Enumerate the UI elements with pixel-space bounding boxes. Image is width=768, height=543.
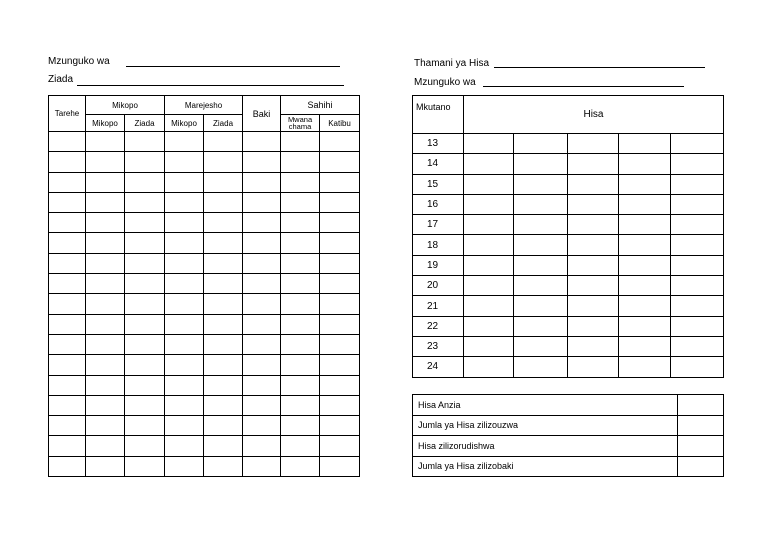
sahihi-group-header: Sahihi [281, 96, 360, 115]
share-cell[interactable] [619, 296, 671, 316]
thamani-input-line[interactable] [494, 67, 705, 68]
ledger-cell[interactable] [243, 456, 281, 476]
share-cell[interactable] [671, 276, 724, 296]
summary-row [413, 456, 724, 477]
ledger-cell[interactable] [204, 233, 243, 253]
meeting-row [413, 336, 724, 356]
ledger-table [48, 95, 360, 477]
share-cell[interactable] [619, 134, 671, 154]
ledger-cell[interactable] [165, 294, 204, 314]
ledger-cell[interactable] [281, 395, 320, 415]
ledger-cell[interactable] [281, 456, 320, 476]
ledger-cell[interactable] [49, 416, 86, 436]
share-cell[interactable] [514, 134, 568, 154]
ledger-cell[interactable] [320, 233, 360, 253]
share-cell[interactable] [671, 316, 724, 336]
ledger-row [49, 213, 360, 233]
ziada-input-line[interactable] [77, 85, 344, 86]
baki-header: Baki [243, 96, 281, 132]
ledger-cell[interactable] [243, 375, 281, 395]
ledger-row [49, 334, 360, 354]
ledger-cell[interactable] [86, 132, 125, 152]
ledger-cell[interactable] [125, 132, 165, 152]
ledger-cell[interactable] [86, 436, 125, 456]
ledger-cell[interactable] [320, 436, 360, 456]
ledger-cell[interactable] [86, 233, 125, 253]
ziada-label: Ziada [48, 74, 74, 85]
ledger-cell[interactable] [49, 253, 86, 273]
share-cell[interactable] [514, 154, 568, 174]
ledger-cell[interactable] [281, 314, 320, 334]
meeting-number: 23 [413, 336, 464, 356]
share-cell[interactable] [619, 235, 671, 255]
meeting-row [413, 316, 724, 336]
meeting-number: 18 [413, 235, 464, 255]
share-cell[interactable] [671, 357, 724, 377]
ledger-body [49, 132, 360, 477]
ledger-cell[interactable] [86, 456, 125, 476]
share-cell[interactable] [671, 134, 724, 154]
ledger-cell[interactable] [320, 253, 360, 273]
share-cell[interactable] [619, 194, 671, 214]
summary-value-cell[interactable] [678, 415, 724, 436]
ledger-cell[interactable] [86, 314, 125, 334]
ledger-cell[interactable] [49, 395, 86, 415]
share-cell[interactable] [568, 194, 619, 214]
ledger-cell[interactable] [281, 253, 320, 273]
ledger-row [49, 436, 360, 456]
share-cell[interactable] [671, 235, 724, 255]
mzunguko-label: Mzunguko wa [48, 56, 110, 67]
summary-value-cell[interactable] [678, 436, 724, 457]
marejesho-mikopo-header: Mikopo [165, 115, 204, 132]
share-cell[interactable] [568, 316, 619, 336]
ledger-cell[interactable] [125, 213, 165, 233]
right-mzunguko-input-line[interactable] [483, 86, 684, 87]
ledger-cell[interactable] [243, 274, 281, 294]
mkutano-header: Mkutano [413, 96, 464, 134]
ledger-cell[interactable] [281, 132, 320, 152]
ledger-cell[interactable] [204, 395, 243, 415]
share-cell[interactable] [671, 174, 724, 194]
ledger-cell[interactable] [86, 294, 125, 314]
ledger-cell[interactable] [243, 294, 281, 314]
ledger-cell[interactable] [86, 395, 125, 415]
share-cell[interactable] [464, 316, 514, 336]
hisa-header: Hisa [464, 96, 724, 134]
summary-label: Jumla ya Hisa zilizouzwa [413, 415, 678, 436]
share-cell[interactable] [568, 357, 619, 377]
meeting-row [413, 276, 724, 296]
meeting-row [413, 296, 724, 316]
ledger-cell[interactable] [281, 416, 320, 436]
shares-body [413, 134, 724, 378]
ledger-row [49, 233, 360, 253]
meeting-row [413, 235, 724, 255]
ledger-cell[interactable] [165, 192, 204, 212]
meeting-row [413, 215, 724, 235]
ledger-cell[interactable] [320, 375, 360, 395]
share-cell[interactable] [514, 357, 568, 377]
ledger-row [49, 456, 360, 476]
share-cell[interactable] [464, 215, 514, 235]
share-cell[interactable] [568, 255, 619, 275]
ledger-cell[interactable] [165, 132, 204, 152]
meeting-number: 16 [413, 194, 464, 214]
ledger-cell[interactable] [281, 355, 320, 375]
ledger-cell[interactable] [204, 274, 243, 294]
share-cell[interactable] [568, 154, 619, 174]
ledger-cell[interactable] [165, 172, 204, 192]
ledger-cell[interactable] [86, 274, 125, 294]
meeting-number: 19 [413, 255, 464, 275]
share-cell[interactable] [514, 235, 568, 255]
ledger-cell[interactable] [281, 436, 320, 456]
summary-label: Hisa Anzia [413, 395, 678, 416]
mikopo-ziada-header: Ziada [125, 115, 165, 132]
ledger-cell[interactable] [281, 152, 320, 172]
ledger-row [49, 294, 360, 314]
ledger-cell[interactable] [243, 192, 281, 212]
share-cell[interactable] [619, 174, 671, 194]
ledger-cell[interactable] [204, 436, 243, 456]
share-cell[interactable] [464, 154, 514, 174]
share-cell[interactable] [671, 336, 724, 356]
ledger-cell[interactable] [243, 253, 281, 273]
share-cell[interactable] [671, 194, 724, 214]
summary-value-cell[interactable] [678, 395, 724, 416]
share-cell[interactable] [464, 296, 514, 316]
summary-label: Jumla ya Hisa zilizobaki [413, 456, 678, 477]
share-cell[interactable] [619, 154, 671, 174]
ledger-row [49, 355, 360, 375]
ledger-cell[interactable] [204, 213, 243, 233]
ledger-cell[interactable] [243, 172, 281, 192]
meeting-row [413, 357, 724, 377]
share-cell[interactable] [619, 336, 671, 356]
ledger-cell[interactable] [165, 395, 204, 415]
share-cell[interactable] [568, 174, 619, 194]
share-cell[interactable] [568, 276, 619, 296]
share-cell[interactable] [619, 215, 671, 235]
ledger-cell[interactable] [165, 253, 204, 273]
ledger-cell[interactable] [125, 294, 165, 314]
ledger-cell[interactable] [49, 294, 86, 314]
ledger-cell[interactable] [125, 334, 165, 354]
share-cell[interactable] [514, 336, 568, 356]
meeting-number: 22 [413, 316, 464, 336]
ledger-cell[interactable] [86, 416, 125, 436]
share-cell[interactable] [671, 255, 724, 275]
ledger-cell[interactable] [320, 334, 360, 354]
share-cell[interactable] [514, 276, 568, 296]
ledger-cell[interactable] [320, 213, 360, 233]
ledger-cell[interactable] [165, 274, 204, 294]
share-cell[interactable] [568, 235, 619, 255]
share-cell[interactable] [464, 134, 514, 154]
meeting-row [413, 255, 724, 275]
ledger-cell[interactable] [281, 213, 320, 233]
summary-table [412, 394, 724, 477]
ledger-cell[interactable] [243, 314, 281, 334]
ledger-cell[interactable] [165, 436, 204, 456]
summary-value-cell[interactable] [678, 456, 724, 477]
ledger-cell[interactable] [49, 456, 86, 476]
ledger-row [49, 192, 360, 212]
ledger-cell[interactable] [125, 436, 165, 456]
ledger-cell[interactable] [86, 192, 125, 212]
share-cell[interactable] [514, 215, 568, 235]
share-cell[interactable] [671, 215, 724, 235]
ledger-cell[interactable] [243, 152, 281, 172]
ledger-cell[interactable] [49, 375, 86, 395]
ledger-cell[interactable] [320, 172, 360, 192]
ledger-row [49, 395, 360, 415]
share-cell[interactable] [514, 194, 568, 214]
ledger-cell[interactable] [281, 334, 320, 354]
ledger-cell[interactable] [320, 294, 360, 314]
ledger-cell[interactable] [86, 172, 125, 192]
ledger-cell[interactable] [243, 233, 281, 253]
ledger-cell[interactable] [125, 152, 165, 172]
ledger-cell[interactable] [320, 132, 360, 152]
tarehe-header: Tarehe [49, 96, 86, 132]
shares-table [412, 95, 724, 378]
meeting-number: 21 [413, 296, 464, 316]
mwana-chama-header: Mwana chama [281, 115, 320, 132]
ledger-cell[interactable] [125, 233, 165, 253]
ledger-cell[interactable] [125, 355, 165, 375]
meeting-row [413, 174, 724, 194]
ledger-cell[interactable] [165, 233, 204, 253]
ledger-cell[interactable] [125, 253, 165, 273]
summary-body [413, 395, 724, 477]
ledger-row [49, 152, 360, 172]
ledger-cell[interactable] [165, 314, 204, 334]
ledger-row [49, 172, 360, 192]
summary-row [413, 436, 724, 457]
ledger-cell[interactable] [204, 314, 243, 334]
ledger-row [49, 314, 360, 334]
share-cell[interactable] [464, 174, 514, 194]
ledger-row [49, 274, 360, 294]
share-cell[interactable] [514, 255, 568, 275]
share-cell[interactable] [671, 296, 724, 316]
share-cell[interactable] [568, 296, 619, 316]
ledger-row [49, 416, 360, 436]
ledger-cell[interactable] [281, 192, 320, 212]
share-cell[interactable] [568, 215, 619, 235]
ledger-cell[interactable] [204, 456, 243, 476]
meeting-row [413, 194, 724, 214]
share-cell[interactable] [514, 174, 568, 194]
ledger-cell[interactable] [204, 355, 243, 375]
ledger-cell[interactable] [281, 294, 320, 314]
ledger-cell[interactable] [204, 192, 243, 212]
ledger-row [49, 253, 360, 273]
marejesho-group-header: Marejesho [165, 96, 243, 115]
summary-label: Hisa zilizorudishwa [413, 436, 678, 457]
share-cell[interactable] [464, 357, 514, 377]
mikopo-group-header: Mikopo [86, 96, 165, 115]
ledger-cell[interactable] [86, 375, 125, 395]
ledger-cell[interactable] [204, 253, 243, 273]
share-cell[interactable] [619, 357, 671, 377]
ledger-row [49, 132, 360, 152]
ledger-cell[interactable] [243, 213, 281, 233]
katibu-header: Katibu [320, 115, 360, 132]
ledger-cell[interactable] [49, 334, 86, 354]
ledger-cell[interactable] [125, 274, 165, 294]
ledger-cell[interactable] [49, 274, 86, 294]
share-cell[interactable] [464, 255, 514, 275]
ledger-cell[interactable] [204, 334, 243, 354]
ledger-cell[interactable] [125, 395, 165, 415]
ledger-cell[interactable] [204, 375, 243, 395]
thamani-ya-hisa-label: Thamani ya Hisa [414, 58, 490, 69]
ledger-cell[interactable] [125, 172, 165, 192]
meeting-row [413, 154, 724, 174]
mikopo-mikopo-header: Mikopo [86, 115, 125, 132]
right-mzunguko-label: Mzunguko wa [414, 77, 476, 88]
ledger-cell[interactable] [49, 152, 86, 172]
share-cell[interactable] [514, 316, 568, 336]
ledger-cell[interactable] [320, 395, 360, 415]
ledger-cell[interactable] [243, 334, 281, 354]
ledger-cell[interactable] [49, 355, 86, 375]
ledger-cell[interactable] [165, 334, 204, 354]
ledger-cell[interactable] [49, 172, 86, 192]
share-cell[interactable] [464, 194, 514, 214]
ledger-cell[interactable] [281, 274, 320, 294]
share-cell[interactable] [568, 336, 619, 356]
meeting-number: 20 [413, 276, 464, 296]
share-cell[interactable] [619, 255, 671, 275]
ledger-cell[interactable] [165, 213, 204, 233]
ledger-cell[interactable] [165, 355, 204, 375]
ledger-cell[interactable] [204, 132, 243, 152]
summary-row [413, 415, 724, 436]
ledger-cell[interactable] [86, 253, 125, 273]
ledger-cell[interactable] [49, 213, 86, 233]
share-cell[interactable] [514, 296, 568, 316]
ledger-cell[interactable] [320, 314, 360, 334]
ledger-cell[interactable] [243, 355, 281, 375]
ledger-cell[interactable] [320, 152, 360, 172]
meeting-number: 14 [413, 154, 464, 174]
ledger-cell[interactable] [204, 172, 243, 192]
ledger-cell[interactable] [165, 456, 204, 476]
ledger-cell[interactable] [86, 213, 125, 233]
share-cell[interactable] [619, 276, 671, 296]
share-cell[interactable] [464, 235, 514, 255]
ledger-cell[interactable] [281, 375, 320, 395]
ledger-cell[interactable] [204, 294, 243, 314]
ledger-cell[interactable] [243, 395, 281, 415]
marejesho-ziada-header: Ziada [204, 115, 243, 132]
ledger-cell[interactable] [243, 436, 281, 456]
ledger-cell[interactable] [49, 314, 86, 334]
ledger-cell[interactable] [49, 233, 86, 253]
share-cell[interactable] [464, 336, 514, 356]
ledger-cell[interactable] [165, 416, 204, 436]
ledger-cell[interactable] [320, 456, 360, 476]
ledger-cell[interactable] [86, 152, 125, 172]
ledger-cell[interactable] [243, 416, 281, 436]
share-cell[interactable] [619, 316, 671, 336]
ledger-cell[interactable] [125, 192, 165, 212]
ledger-cell[interactable] [49, 132, 86, 152]
ledger-cell[interactable] [204, 416, 243, 436]
share-cell[interactable] [464, 276, 514, 296]
ledger-cell[interactable] [86, 355, 125, 375]
ledger-cell[interactable] [125, 456, 165, 476]
ledger-cell[interactable] [49, 192, 86, 212]
meeting-number: 24 [413, 357, 464, 377]
share-cell[interactable] [671, 154, 724, 174]
ledger-cell[interactable] [320, 355, 360, 375]
meeting-number: 13 [413, 134, 464, 154]
ledger-cell[interactable] [320, 274, 360, 294]
ledger-cell[interactable] [165, 375, 204, 395]
ledger-cell[interactable] [165, 152, 204, 172]
meeting-row [413, 134, 724, 154]
ledger-cell[interactable] [49, 436, 86, 456]
meeting-number: 15 [413, 174, 464, 194]
ledger-cell[interactable] [320, 192, 360, 212]
summary-row [413, 395, 724, 416]
mzunguko-input-line[interactable] [126, 66, 340, 67]
ledger-cell[interactable] [125, 416, 165, 436]
ledger-row [49, 375, 360, 395]
ledger-cell[interactable] [125, 375, 165, 395]
ledger-cell[interactable] [86, 334, 125, 354]
ledger-cell[interactable] [243, 132, 281, 152]
ledger-cell[interactable] [320, 416, 360, 436]
meeting-number: 17 [413, 215, 464, 235]
ledger-cell[interactable] [125, 314, 165, 334]
ledger-cell[interactable] [281, 172, 320, 192]
ledger-cell[interactable] [281, 233, 320, 253]
ledger-cell[interactable] [204, 152, 243, 172]
share-cell[interactable] [568, 134, 619, 154]
